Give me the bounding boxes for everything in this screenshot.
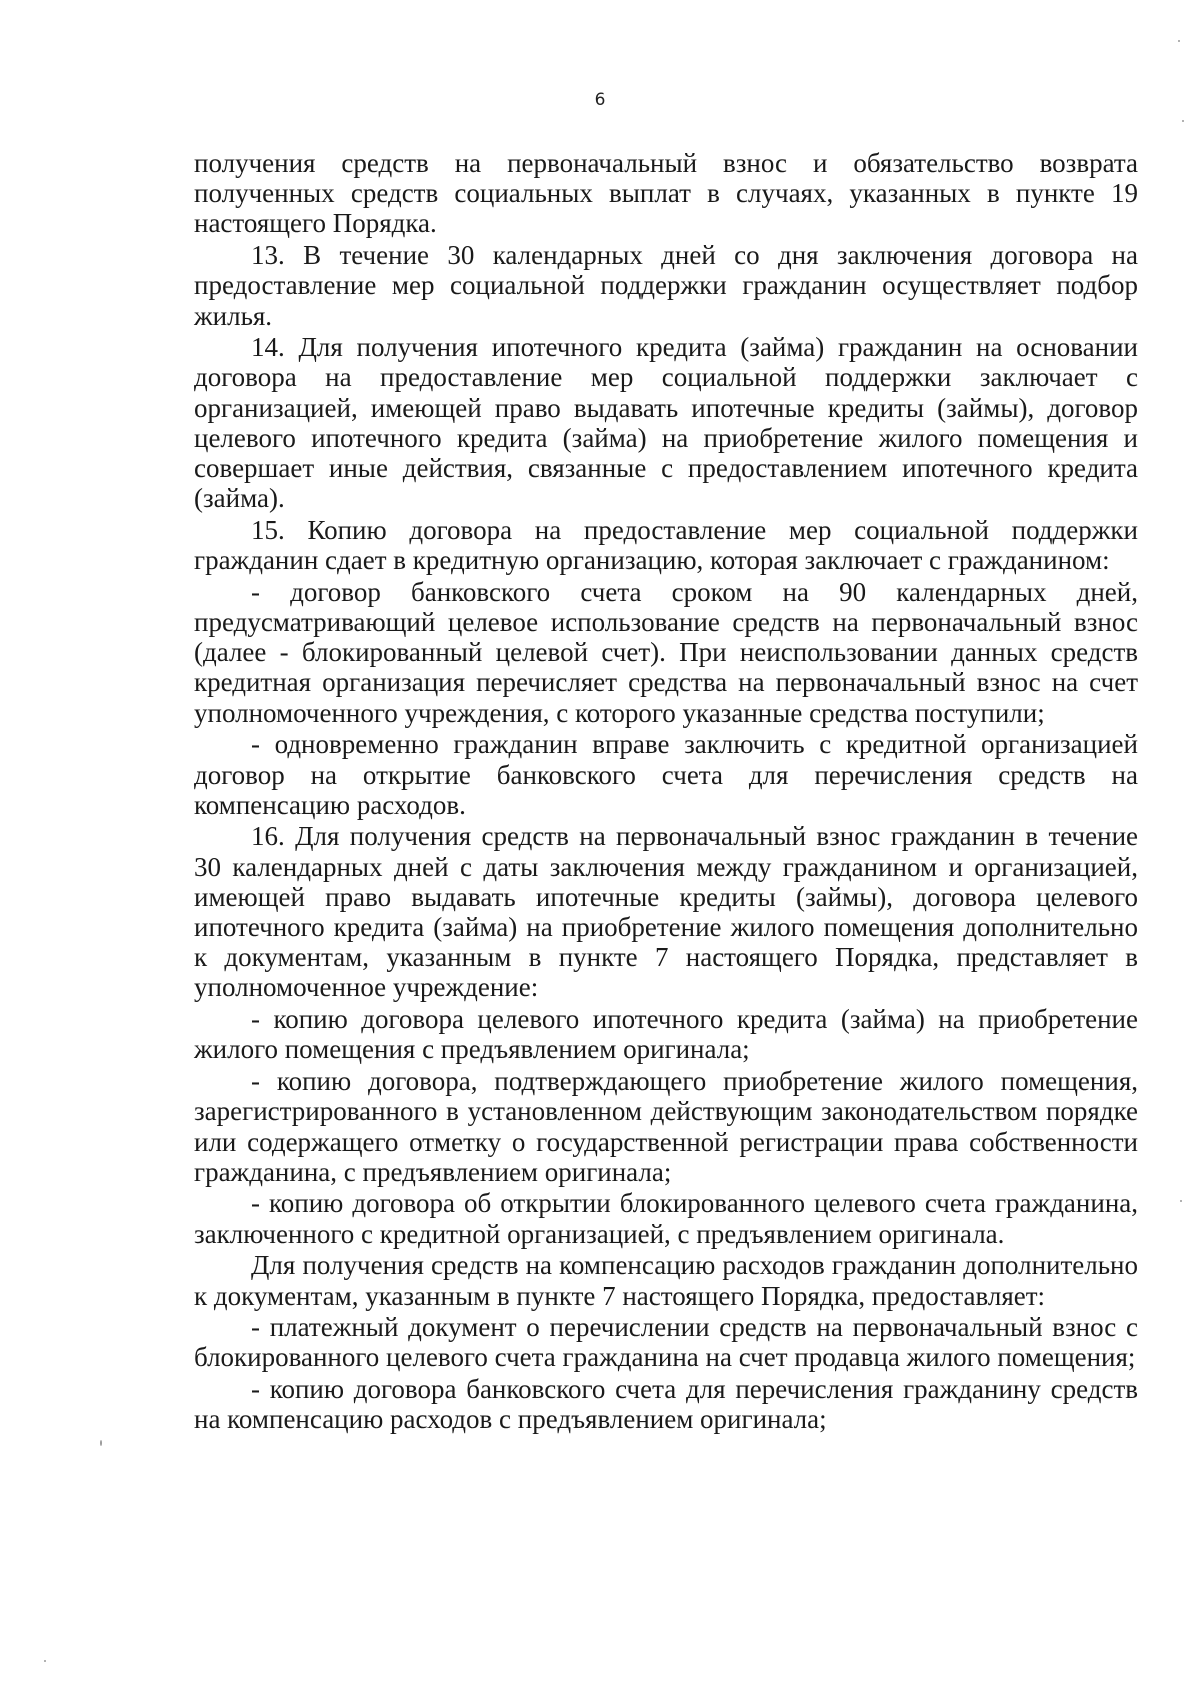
document-body bbox=[194, 148, 1138, 1436]
scan-speck bbox=[1180, 1200, 1182, 1202]
paragraph-item-13: 13. В течение 30 календарных дней со дня заключения договора на предоставление мер социальной поддержки гражданин осуществляет подбор жилья. bbox=[194, 240, 1138, 331]
list-item-payment-document: - платежный документ о перечислении средств на первоначальный взнос с блокированного целевого счета гражданина на счет продавца жилого помещения; bbox=[194, 1312, 1138, 1373]
paragraph-continuation: получения средств на первоначальный взнос и обязательство возврата полученных средств социальных выплат в случаях, указанных в пункте 19 настоящего Порядка. bbox=[194, 148, 1138, 239]
scan-speck bbox=[100, 1440, 102, 1446]
paragraph-item-14: 14. Для получения ипотечного кредита (займа) гражданин на основании договора на предоставление мер социальной поддержки заключает с организацией, имеющей право выдавать ипотечные кредиты (займы), договор целевого ипотечного кредита (займа) на приобретение жилого помещения и совершает иные действия, связанные с предоставлением ипотечного кредита (займа). bbox=[194, 332, 1138, 514]
list-item-blocked-account-contract-copy: - копию договора об открытии блокированного целевого счета гражданина, заключенного с кредитной организацией, с предъявлением оригинала. bbox=[194, 1188, 1138, 1249]
list-item-compensation-account: - одновременно гражданин вправе заключить с кредитной организацией договор на открытие банковского счета для перечисления средств на компенсацию расходов. bbox=[194, 729, 1138, 820]
paragraph-item-15: 15. Копию договора на предоставление мер социальной поддержки гражданин сдает в кредитную организацию, которая заключает с гражданином: bbox=[194, 514, 1138, 576]
scan-speck bbox=[1178, 40, 1180, 42]
page-number: 6 bbox=[594, 90, 606, 110]
scan-speck bbox=[1182, 120, 1184, 122]
paragraph-compensation-intro: Для получения средств на компенсацию расходов гражданин дополнительно к документам, указанным в пункте 7 настоящего Порядка, предоставляет: bbox=[194, 1250, 1138, 1311]
list-item-bank-account-contract: - договор банковского счета сроком на 90 календарных дней, предусматривающий целевое использование средств на первоначальный взнос (далее - блокированный целевой счет). При неиспользовании данных средств кредитная организация перечисляет средства на первоначальный взнос на счет уполномоченного учреждения, с которого указанные средства поступили; bbox=[194, 576, 1138, 728]
paragraph-item-16: 16. Для получения средств на первоначальный взнос гражданин в течение 30 календарных дней с даты заключения между гражданином и организацией, имеющей право выдавать ипотечные кредиты (займы), договора целевого ипотечного кредита (займа) на приобретение жилого помещения дополнительно к документам, указанным в пункте 7 настоящего Порядка, представляет в уполномоченное учреждение: bbox=[194, 821, 1138, 1003]
list-item-purchase-contract-copy: - копию договора, подтверждающего приобретение жилого помещения, зарегистрированного в установленном действующим законодательством порядке или содержащего отметку о государственной регистрации права собственности гражданина, с предъявлением оригинала; bbox=[194, 1066, 1138, 1187]
scan-speck bbox=[44, 1660, 46, 1662]
list-item-bank-account-contract-copy: - копию договора банковского счета для перечисления гражданину средств на компенсацию расходов с предъявлением оригинала; bbox=[194, 1374, 1138, 1435]
list-item-mortgage-contract-copy: - копию договора целевого ипотечного кредита (займа) на приобретение жилого помещения с предъявлением оригинала; bbox=[194, 1004, 1138, 1065]
